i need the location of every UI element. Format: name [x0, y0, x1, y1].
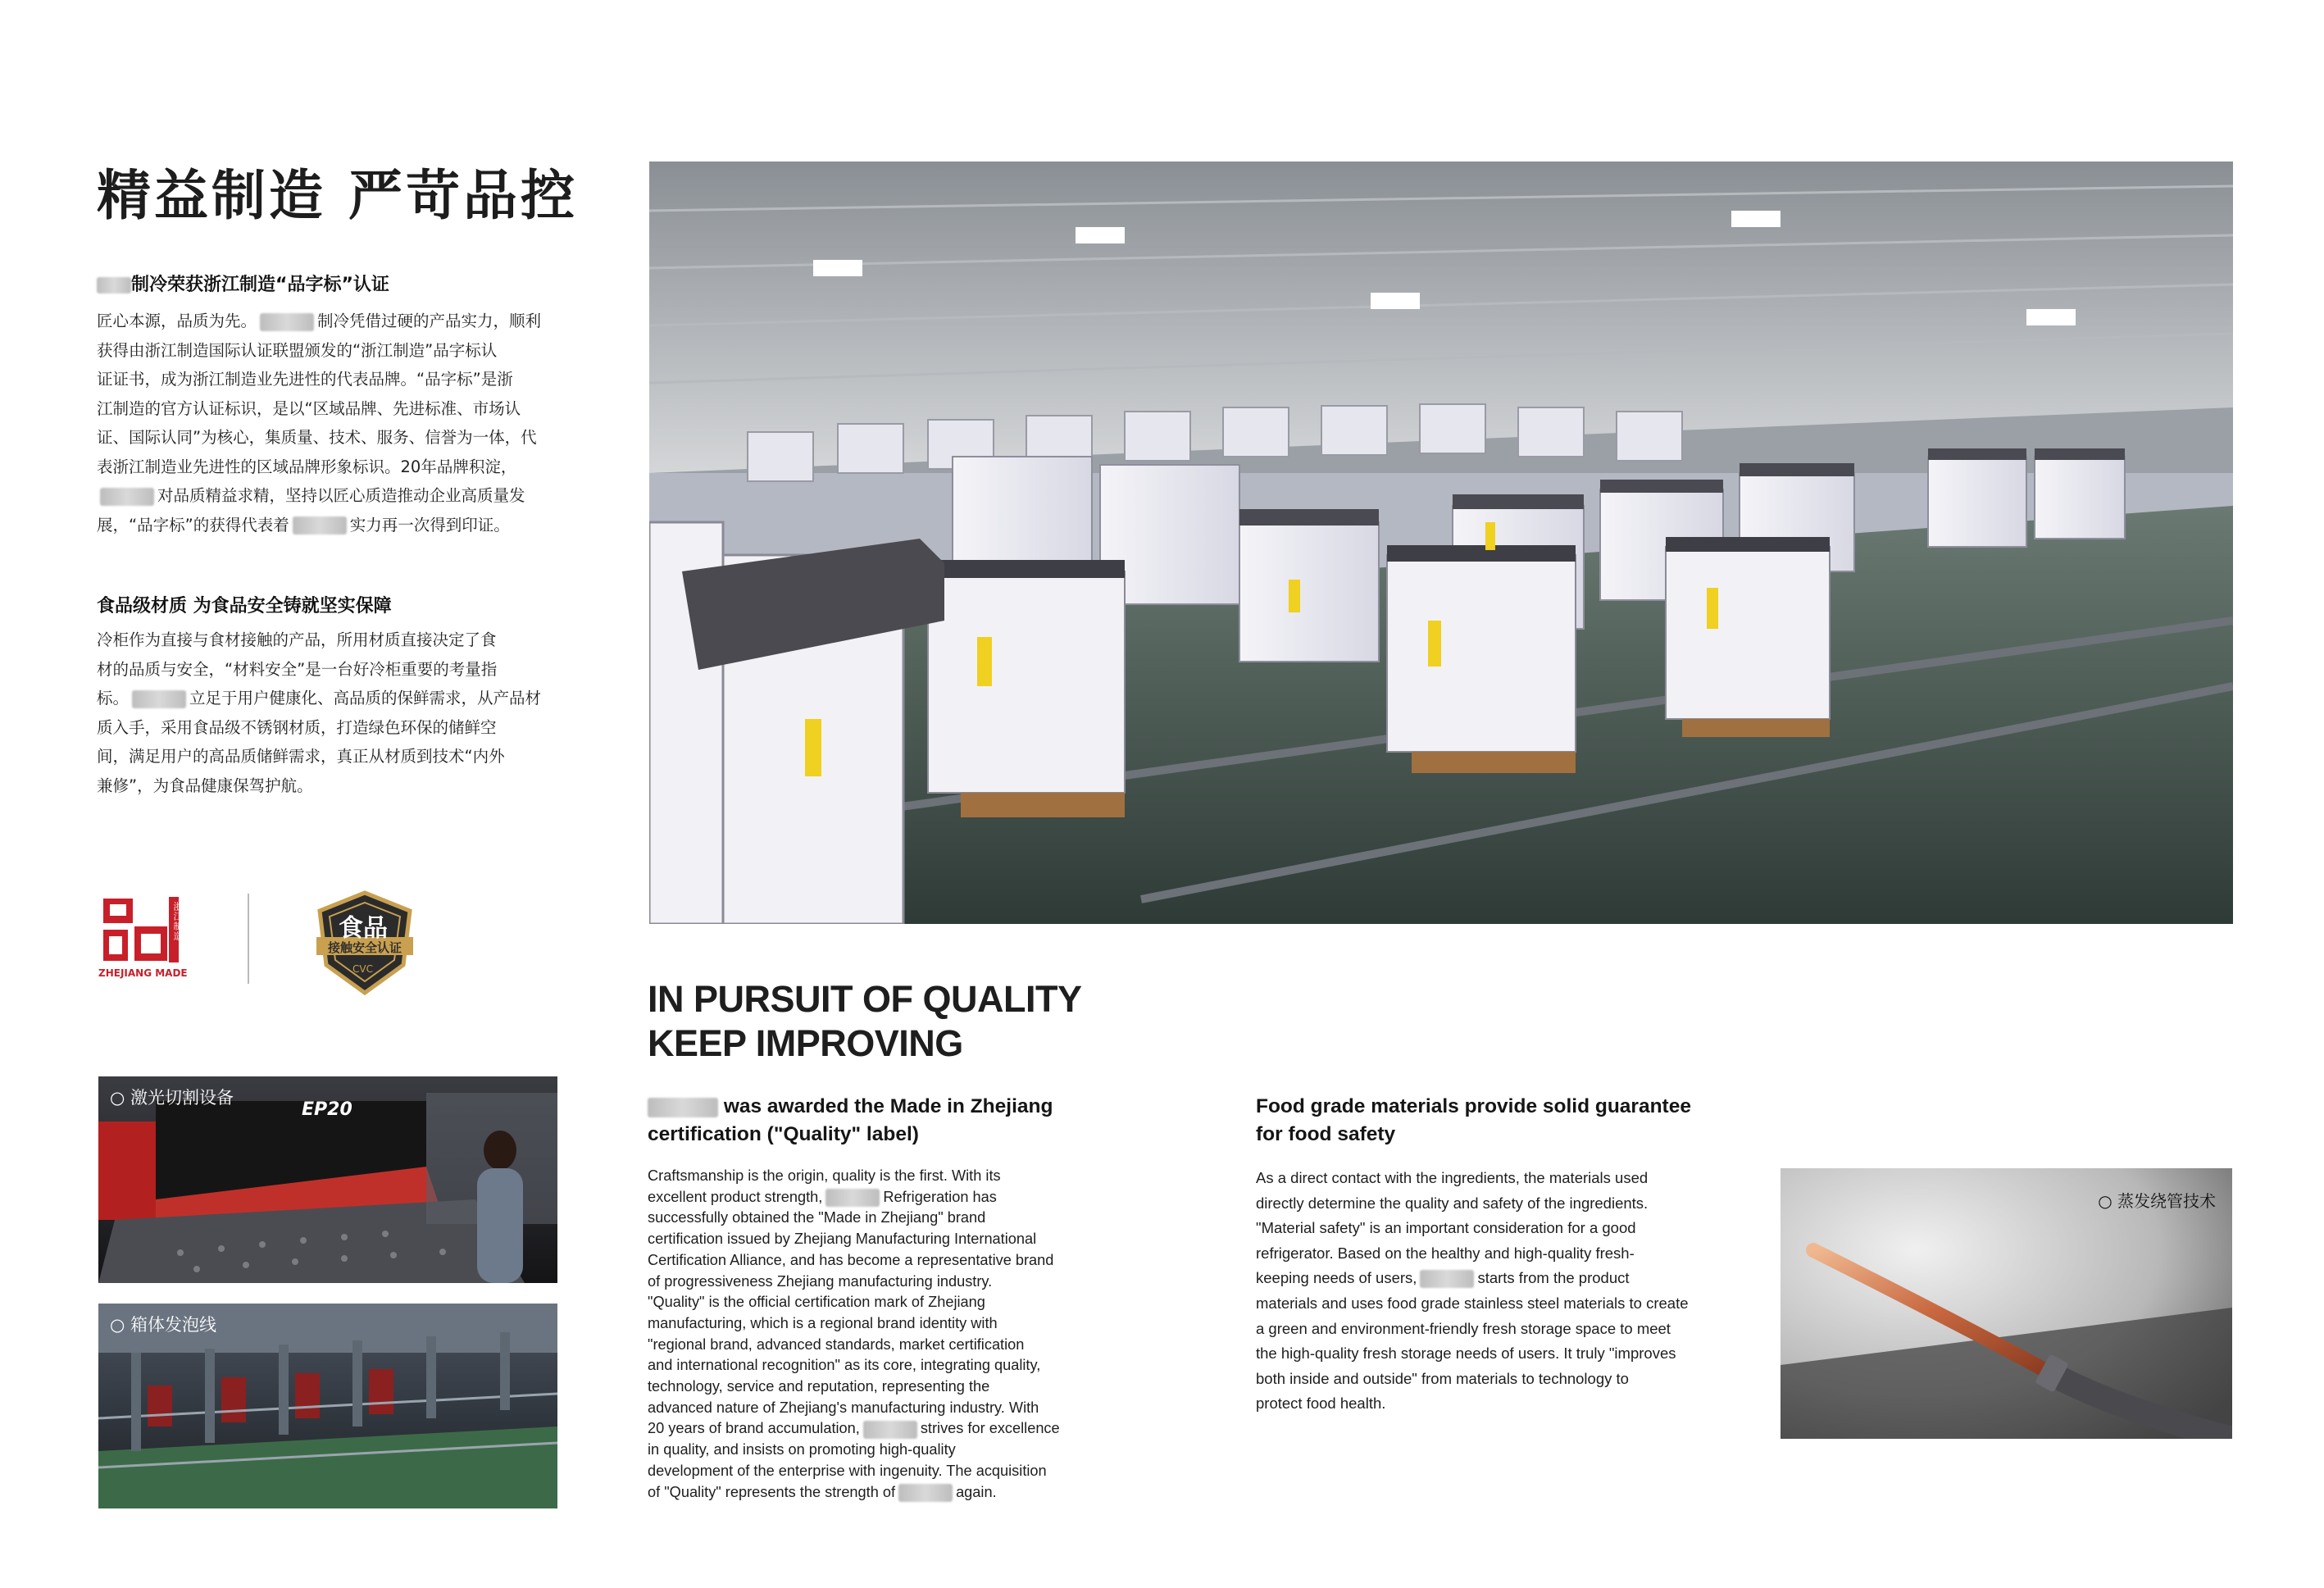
text-segment: technology, service and reputation, representing the [648, 1378, 990, 1395]
text-line [648, 1229, 1087, 1250]
text-line [97, 307, 560, 336]
text-line [97, 684, 560, 713]
section2-heading: 食品级材质 为食品安全铸就坚实保障 [97, 596, 392, 617]
text-line [97, 394, 560, 424]
text-segment: development of the enterprise with ingenuity. The acquisition [648, 1462, 1047, 1479]
redacted-brand [100, 488, 154, 506]
text-line [1256, 1216, 1715, 1241]
text-line [648, 1398, 1087, 1419]
col1-heading-line2: certification ("Quality" label) [648, 1123, 919, 1145]
laser-caption: ○ 激光切割设备 [110, 1088, 234, 1108]
text-line [648, 1355, 1087, 1376]
text-line [648, 1292, 1087, 1313]
redacted-brand [293, 516, 347, 535]
text-segment: advanced nature of Zhejiang's manufacturing industry. With [648, 1399, 1039, 1416]
text-segment: a green and environment-friendly fresh storage space to meet [1256, 1319, 1671, 1337]
zhejiang-vertical-label: 浙江制造 [172, 902, 183, 941]
text-line [97, 771, 560, 801]
text-segment: manufacturing, which is a regional brand identity with [648, 1314, 998, 1331]
section2-body [97, 626, 560, 800]
text-line [97, 511, 560, 540]
text-line [97, 626, 560, 655]
col1-body [648, 1166, 1087, 1503]
text-line [648, 1166, 1087, 1187]
tube-caption: ○ 蒸发绕管技术 [2098, 1191, 2216, 1211]
redacted-brand [863, 1421, 917, 1439]
text-line [97, 655, 560, 685]
text-segment: "regional brand, advanced standards, market certification [648, 1335, 1025, 1353]
text-line [648, 1440, 1087, 1461]
redacted-brand [260, 313, 314, 331]
text-segment: both inside and outside" from materials to technology to [1256, 1369, 1629, 1387]
section1-heading [97, 271, 389, 296]
text-segment: keeping needs of users, [1256, 1269, 1417, 1287]
text-line [648, 1187, 1087, 1208]
text-segment: 匠心本源，品质为先。 [97, 312, 257, 330]
text-segment: materials and uses food grade stainless steel materials to create [1256, 1294, 1689, 1312]
text-segment: 江制造的官方认证标识，是以“区域品牌、先进标准、市场认 [97, 398, 521, 418]
logo-divider [248, 894, 249, 984]
col2-body [1256, 1166, 1715, 1417]
text-line [1256, 1241, 1715, 1267]
food-contact-badge [312, 890, 418, 996]
text-segment: 制冷凭借过硬的产品实力，顺利 [317, 312, 542, 330]
text-segment: 冷柜作为直接与食材接触的产品，所用材质直接决定了食 [97, 630, 497, 649]
text-segment: 材的品质与安全，“材料安全”是一台好冷柜重要的考量指 [97, 659, 498, 679]
text-segment: "Quality" is the official certification mark of Zhejiang [648, 1294, 985, 1311]
text-segment: 实力再一次得到印证。 [349, 515, 510, 535]
text-segment: 20 years of brand accumulation, [648, 1420, 860, 1437]
text-segment: strives for excellence [920, 1420, 1060, 1437]
col2-heading-line2: for food safety [1256, 1123, 1396, 1145]
text-segment: of progressiveness Zhejiang manufacturing industry. [648, 1272, 993, 1290]
section1-heading-text: 制冷荣获浙江制造“品字标”认证 [131, 275, 389, 295]
english-headline [648, 977, 1082, 1066]
foaming-caption: ○ 箱体发泡线 [110, 1315, 216, 1335]
text-segment: of "Quality" represents the strength of [648, 1483, 896, 1500]
text-segment: directly determine the quality and safety of the ingredients. [1256, 1194, 1649, 1212]
badge-title: 食品 [339, 914, 388, 943]
text-line [648, 1376, 1087, 1398]
text-line [97, 336, 560, 366]
zhejiang-made-logo [98, 894, 188, 984]
text-line [648, 1313, 1087, 1335]
text-line [648, 1272, 1087, 1293]
text-segment: 获得由浙江制造国际认证联盟颁发的“浙江制造”品字标认 [97, 340, 498, 360]
text-line [97, 453, 560, 482]
evaporator-tube-photo [1781, 1168, 2232, 1439]
text-segment: 展，“品字标”的获得代表着 [97, 515, 289, 535]
machine-label: EP20 [302, 1099, 352, 1120]
text-segment: starts from the product [1477, 1269, 1630, 1287]
text-line [648, 1208, 1087, 1229]
redacted-brand [132, 690, 186, 708]
text-line [97, 365, 560, 394]
text-segment: and international recognition" as its core, integrating quality, [648, 1357, 1041, 1374]
redacted-brand [898, 1484, 953, 1502]
headline-line1: IN PURSUIT OF QUALITY [648, 978, 1082, 1020]
text-line [648, 1461, 1087, 1482]
text-segment: 标。 [97, 689, 130, 708]
text-segment: As a direct contact with the ingredients, the materials used [1256, 1169, 1649, 1186]
text-line [97, 713, 560, 743]
col1-heading [648, 1093, 1090, 1149]
text-line [97, 481, 560, 511]
text-segment: Certification Alliance, and has become a representative brand [648, 1251, 1054, 1268]
text-line [97, 423, 560, 453]
text-line [648, 1250, 1087, 1272]
headline-line2: KEEP IMPROVING [648, 1022, 963, 1064]
text-line [1256, 1191, 1715, 1217]
text-line [648, 1482, 1087, 1504]
text-segment: 证证书，成为浙江制造业先进性的代表品牌。“品字标”是浙 [97, 370, 513, 389]
zhejiang-made-label: ZHEJIANG MADE [98, 967, 188, 979]
text-segment: Refrigeration has [883, 1188, 997, 1205]
text-segment: Craftsmanship is the origin, quality is the first. With its [648, 1167, 1001, 1184]
text-segment: protect food health. [1256, 1395, 1386, 1413]
factory-main-photo [649, 162, 2233, 924]
section1-body [97, 307, 560, 539]
text-segment: 间，满足用户的高品质储鲜需求，真正从材质到技术“内外 [97, 747, 505, 766]
text-line [1256, 1317, 1715, 1342]
text-line [1256, 1391, 1715, 1417]
text-segment: in quality, and insists on promoting high-quality [648, 1441, 956, 1458]
text-segment: refrigerator. Based on the healthy and high-quality fresh- [1256, 1244, 1635, 1262]
text-segment: "Material safety" is an important consideration for a good [1256, 1219, 1636, 1237]
text-line [97, 742, 560, 771]
text-line [1256, 1367, 1715, 1392]
text-segment: 证、国际认同”为核心，集质量、技术、服务、信誉为一体，代 [97, 428, 537, 447]
text-segment: excellent product strength, [648, 1188, 823, 1205]
laser-cutting-photo [98, 1076, 557, 1283]
redacted-brand [825, 1189, 880, 1207]
text-segment: 兼修”，为食品健康保驾护航。 [97, 776, 313, 795]
redacted-brand [97, 277, 131, 293]
text-segment: 立足于用户健康化、高品质的保鲜需求，从产品材 [189, 689, 542, 708]
col1-heading-line1: was awarded the Made in Zhejiang [723, 1095, 1053, 1117]
foaming-line-photo [98, 1304, 557, 1508]
text-segment: certification issued by Zhejiang Manufacturing International [648, 1231, 1037, 1248]
text-line [648, 1335, 1087, 1356]
redacted-brand [648, 1098, 718, 1117]
col2-heading [1256, 1093, 1715, 1149]
text-segment: successfully obtained the "Made in Zhejiang" brand [648, 1209, 986, 1226]
text-line [1256, 1166, 1715, 1191]
page-title: 精益制造 严苛品控 [97, 164, 578, 227]
text-segment: 表浙江制造业先进性的区域品牌形象标识。20年品牌积淀， [97, 457, 517, 476]
text-line [1256, 1291, 1715, 1317]
text-line [1256, 1341, 1715, 1367]
text-segment: the high-quality fresh storage needs of users. It truly "improves [1256, 1345, 1676, 1363]
badge-subtitle: 接触安全认证 [327, 940, 402, 955]
col2-heading-line1: Food grade materials provide solid guarantee [1256, 1095, 1691, 1117]
badge-code: CVC [352, 963, 373, 975]
text-segment: 质入手，采用食品级不锈钢材质，打造绿色环保的储鲜空 [97, 717, 497, 737]
text-line [648, 1418, 1087, 1440]
text-segment: 对品质精益求精，坚持以匠心质造推动企业高质量发 [157, 486, 525, 505]
text-line [1256, 1266, 1715, 1291]
redacted-brand [1420, 1270, 1474, 1288]
text-segment: again. [956, 1483, 997, 1500]
